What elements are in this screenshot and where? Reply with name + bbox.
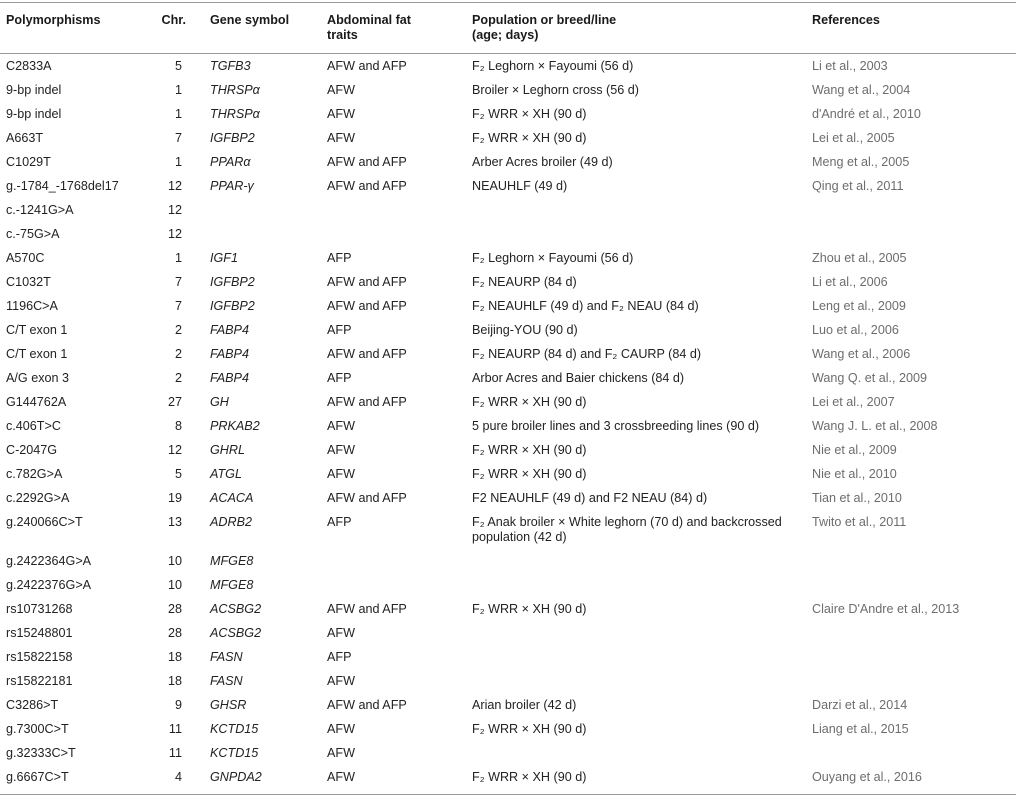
cell-chr: 28 bbox=[167, 626, 182, 640]
cell-polymorphism: C3286>T bbox=[6, 698, 59, 712]
cell-population: Arber Acres broiler (49 d) bbox=[472, 155, 613, 169]
cell-chr: 7 bbox=[174, 131, 182, 145]
cell-reference: Claire D'Andre et al., 2013 bbox=[812, 602, 960, 616]
cell-gene-symbol: THRSPα bbox=[210, 107, 260, 121]
cell-population: F₂ WRR × XH (90 d) bbox=[472, 602, 587, 616]
cell-chr: 1 bbox=[174, 107, 182, 121]
cell-gene-symbol: IGFBP2 bbox=[210, 275, 255, 289]
cell-reference bbox=[806, 198, 1016, 222]
table-row bbox=[0, 510, 1016, 549]
cell-fat-trait: AFP bbox=[327, 323, 352, 337]
header-population: Population or breed/line (age; days) bbox=[472, 13, 617, 42]
cell-population bbox=[466, 669, 806, 693]
cell-polymorphism: 1196C>A bbox=[6, 299, 58, 313]
cell-fat-trait: AFW bbox=[327, 770, 355, 784]
header-gene-symbol: Gene symbol bbox=[210, 13, 290, 27]
cell-gene-symbol: PPARα bbox=[210, 155, 251, 169]
table-row bbox=[0, 246, 1016, 270]
cell-reference: Qing et al., 2011 bbox=[812, 179, 904, 193]
cell-polymorphism: g.-1784_-1768del17 bbox=[6, 179, 119, 193]
cell-gene-symbol: IGFBP2 bbox=[210, 131, 255, 145]
cell-population: F₂ WRR × XH (90 d) bbox=[472, 443, 587, 457]
cell-gene-symbol: ATGL bbox=[210, 467, 242, 481]
cell-chr: 18 bbox=[167, 650, 182, 664]
cell-reference: Wang et al., 2006 bbox=[812, 347, 911, 361]
cell-fat-trait: AFW bbox=[327, 722, 355, 736]
cell-gene-symbol: KCTD15 bbox=[210, 746, 259, 760]
cell-polymorphism: C/T exon 1 bbox=[6, 347, 68, 361]
cell-fat-trait bbox=[321, 573, 466, 597]
cell-population: F₂ WRR × XH (90 d) bbox=[472, 722, 587, 736]
cell-population: Beijing-YOU (90 d) bbox=[472, 323, 578, 337]
header-references: References bbox=[812, 13, 880, 27]
cell-polymorphism: g.32333C>T bbox=[6, 746, 76, 760]
cell-reference: Ouyang et al., 2016 bbox=[812, 770, 922, 784]
cell-reference bbox=[806, 645, 1016, 669]
cell-reference: Zhou et al., 2005 bbox=[812, 251, 907, 265]
cell-polymorphism: C/T exon 1 bbox=[6, 323, 68, 337]
table-body bbox=[0, 54, 1016, 795]
cell-population: Arian broiler (42 d) bbox=[472, 698, 577, 712]
cell-polymorphism: c.-75G>A bbox=[6, 227, 60, 241]
cell-polymorphism: A570C bbox=[6, 251, 45, 265]
cell-gene-symbol: FABP4 bbox=[210, 371, 249, 385]
cell-polymorphism: C2833A bbox=[6, 59, 52, 73]
table-header bbox=[0, 3, 1016, 54]
cell-reference bbox=[806, 669, 1016, 693]
cell-reference: Liang et al., 2015 bbox=[812, 722, 909, 736]
cell-fat-trait: AFW and AFP bbox=[327, 275, 407, 289]
cell-population: Broiler × Leghorn cross (56 d) bbox=[472, 83, 639, 97]
cell-fat-trait: AFW and AFP bbox=[327, 299, 407, 313]
table-row bbox=[0, 765, 1016, 795]
cell-polymorphism: C-2047G bbox=[6, 443, 58, 457]
table-row bbox=[0, 198, 1016, 222]
cell-fat-trait: AFW bbox=[327, 674, 355, 688]
table-row bbox=[0, 294, 1016, 318]
cell-population: Arbor Acres and Baier chickens (84 d) bbox=[472, 371, 685, 385]
cell-chr: 12 bbox=[167, 227, 182, 241]
cell-polymorphism: 9-bp indel bbox=[6, 107, 62, 121]
cell-fat-trait: AFP bbox=[327, 251, 352, 265]
cell-reference bbox=[806, 741, 1016, 765]
cell-polymorphism: C1029T bbox=[6, 155, 51, 169]
cell-chr: 11 bbox=[168, 746, 182, 760]
cell-gene-symbol: KCTD15 bbox=[210, 722, 259, 736]
cell-fat-trait: AFW and AFP bbox=[327, 347, 407, 361]
table-row bbox=[0, 741, 1016, 765]
cell-reference: Wang Q. et al., 2009 bbox=[812, 371, 928, 385]
cell-gene-symbol: FASN bbox=[210, 674, 243, 688]
cell-chr: 12 bbox=[167, 443, 182, 457]
cell-chr: 19 bbox=[167, 491, 182, 505]
cell-gene-symbol: MFGE8 bbox=[210, 554, 254, 568]
cell-chr: 18 bbox=[167, 674, 182, 688]
table-row bbox=[0, 174, 1016, 198]
cell-fat-trait: AFW and AFP bbox=[327, 602, 407, 616]
cell-chr: 7 bbox=[174, 275, 182, 289]
cell-fat-trait: AFW bbox=[327, 467, 355, 481]
cell-gene-symbol: GHSR bbox=[210, 698, 247, 712]
cell-polymorphism: g.7300C>T bbox=[6, 722, 69, 736]
cell-chr: 8 bbox=[174, 419, 182, 433]
cell-reference: d'André et al., 2010 bbox=[812, 107, 921, 121]
cell-chr: 13 bbox=[167, 515, 182, 529]
cell-chr: 10 bbox=[167, 578, 182, 592]
cell-polymorphism: c.406T>C bbox=[6, 419, 61, 433]
cell-reference bbox=[806, 621, 1016, 645]
header-chr: Chr. bbox=[161, 13, 186, 27]
cell-polymorphism: c.782G>A bbox=[6, 467, 63, 481]
cell-chr: 5 bbox=[174, 59, 182, 73]
cell-polymorphism: 9-bp indel bbox=[6, 83, 62, 97]
cell-polymorphism: c.-1241G>A bbox=[6, 203, 74, 217]
cell-reference: Lei et al., 2007 bbox=[812, 395, 895, 409]
cell-polymorphism: C1032T bbox=[6, 275, 51, 289]
cell-population: F₂ Leghorn × Fayoumi (56 d) bbox=[472, 251, 634, 265]
cell-chr: 2 bbox=[174, 371, 182, 385]
cell-polymorphism: A663T bbox=[6, 131, 44, 145]
cell-polymorphism: g.2422376G>A bbox=[6, 578, 92, 592]
table-row bbox=[0, 597, 1016, 621]
cell-reference: Wang et al., 2004 bbox=[812, 83, 911, 97]
cell-polymorphism: g.6667C>T bbox=[6, 770, 69, 784]
table-row bbox=[0, 486, 1016, 510]
cell-population: F₂ NEAUHLF (49 d) and F₂ NEAU (84 d) bbox=[472, 299, 699, 313]
table-row bbox=[0, 645, 1016, 669]
header-polymorphisms: Polymorphisms bbox=[6, 13, 101, 27]
cell-gene-symbol: PRKAB2 bbox=[210, 419, 260, 433]
cell-reference bbox=[806, 222, 1016, 246]
cell-gene-symbol: GH bbox=[210, 395, 229, 409]
cell-polymorphism: rs15822158 bbox=[6, 650, 73, 664]
cell-chr: 10 bbox=[167, 554, 182, 568]
cell-chr: 28 bbox=[167, 602, 182, 616]
cell-population bbox=[466, 645, 806, 669]
table-row bbox=[0, 342, 1016, 366]
cell-population bbox=[466, 573, 806, 597]
cell-population bbox=[466, 549, 806, 573]
cell-population: F₂ NEAURP (84 d) bbox=[472, 275, 577, 289]
cell-chr: 1 bbox=[174, 155, 182, 169]
cell-reference bbox=[806, 549, 1016, 573]
cell-chr: 1 bbox=[174, 83, 182, 97]
table-row bbox=[0, 54, 1016, 79]
cell-population: 5 pure broiler lines and 3 crossbreeding lines (90 d) bbox=[472, 419, 760, 433]
cell-chr: 7 bbox=[174, 299, 182, 313]
cell-reference: Leng et al., 2009 bbox=[812, 299, 906, 313]
cell-population bbox=[466, 198, 806, 222]
cell-population: F₂ WRR × XH (90 d) bbox=[472, 467, 587, 481]
cell-reference: Luo et al., 2006 bbox=[812, 323, 899, 337]
cell-fat-trait: AFW and AFP bbox=[327, 698, 407, 712]
cell-polymorphism: rs10731268 bbox=[6, 602, 73, 616]
cell-population bbox=[466, 222, 806, 246]
table-row bbox=[0, 150, 1016, 174]
cell-polymorphism: rs15822181 bbox=[6, 674, 73, 688]
cell-gene-symbol bbox=[204, 198, 321, 222]
cell-gene-symbol: TGFB3 bbox=[210, 59, 251, 73]
cell-fat-trait: AFW bbox=[327, 443, 355, 457]
cell-population: NEAUHLF (49 d) bbox=[472, 179, 568, 193]
cell-population: F2 NEAUHLF (49 d) and F2 NEAU (84) d) bbox=[472, 491, 708, 505]
cell-gene-symbol: ACSBG2 bbox=[210, 602, 262, 616]
cell-chr: 12 bbox=[167, 179, 182, 193]
cell-fat-trait: AFW bbox=[327, 83, 355, 97]
cell-chr: 2 bbox=[174, 323, 182, 337]
cell-reference: Wang J. L. et al., 2008 bbox=[812, 419, 938, 433]
cell-population: F₂ NEAURP (84 d) and F₂ CAURP (84 d) bbox=[472, 347, 702, 361]
table-row bbox=[0, 222, 1016, 246]
cell-fat-trait: AFW bbox=[327, 419, 355, 433]
cell-population bbox=[466, 621, 806, 645]
cell-chr: 12 bbox=[167, 203, 182, 217]
table-row bbox=[0, 669, 1016, 693]
cell-fat-trait bbox=[321, 222, 466, 246]
cell-fat-trait: AFW bbox=[327, 131, 355, 145]
table-row bbox=[0, 390, 1016, 414]
table-row bbox=[0, 621, 1016, 645]
cell-reference: Twito et al., 2011 bbox=[812, 515, 907, 529]
header-abdominal-fat-traits: Abdominal fat traits bbox=[327, 13, 411, 42]
cell-population bbox=[466, 741, 806, 765]
cell-gene-symbol: ACSBG2 bbox=[210, 626, 262, 640]
cell-fat-trait bbox=[321, 198, 466, 222]
cell-population: F₂ WRR × XH (90 d) bbox=[472, 131, 587, 145]
header-row bbox=[0, 3, 1016, 54]
cell-fat-trait: AFW and AFP bbox=[327, 155, 407, 169]
cell-gene-symbol: ACACA bbox=[210, 491, 254, 505]
cell-chr: 5 bbox=[174, 467, 182, 481]
cell-reference: Li et al., 2003 bbox=[812, 59, 888, 73]
cell-polymorphism: A/G exon 3 bbox=[6, 371, 70, 385]
cell-population: F₂ WRR × XH (90 d) bbox=[472, 395, 587, 409]
cell-gene-symbol: FABP4 bbox=[210, 323, 249, 337]
cell-fat-trait: AFW and AFP bbox=[327, 59, 407, 73]
cell-gene-symbol bbox=[204, 222, 321, 246]
table-row bbox=[0, 462, 1016, 486]
cell-chr: 27 bbox=[167, 395, 182, 409]
polymorphism-table bbox=[0, 2, 1016, 795]
cell-gene-symbol: IGFBP2 bbox=[210, 299, 255, 313]
cell-chr: 9 bbox=[174, 698, 182, 712]
cell-gene-symbol: IGF1 bbox=[210, 251, 238, 265]
cell-population: F₂ Leghorn × Fayoumi (56 d) bbox=[472, 59, 634, 73]
cell-population: F₂ WRR × XH (90 d) bbox=[472, 770, 587, 784]
cell-gene-symbol: GNPDA2 bbox=[210, 770, 262, 784]
cell-reference: Nie et al., 2010 bbox=[812, 467, 897, 481]
table-row bbox=[0, 366, 1016, 390]
cell-chr: 1 bbox=[174, 251, 182, 265]
cell-fat-trait: AFP bbox=[327, 650, 352, 664]
cell-reference bbox=[806, 573, 1016, 597]
cell-population: F₂ Anak broiler × White leghorn (70 d) and backcrossed population (42 d) bbox=[472, 515, 782, 544]
table-row bbox=[0, 693, 1016, 717]
cell-reference: Tian et al., 2010 bbox=[812, 491, 902, 505]
cell-gene-symbol: THRSPα bbox=[210, 83, 260, 97]
cell-fat-trait: AFW and AFP bbox=[327, 395, 407, 409]
cell-fat-trait: AFW bbox=[327, 107, 355, 121]
table-row bbox=[0, 414, 1016, 438]
table-row bbox=[0, 573, 1016, 597]
cell-polymorphism: rs15248801 bbox=[6, 626, 73, 640]
cell-chr: 2 bbox=[174, 347, 182, 361]
cell-reference: Lei et al., 2005 bbox=[812, 131, 895, 145]
table-row bbox=[0, 438, 1016, 462]
cell-population: F₂ WRR × XH (90 d) bbox=[472, 107, 587, 121]
cell-polymorphism: g.240066C>T bbox=[6, 515, 83, 529]
table-row bbox=[0, 717, 1016, 741]
cell-gene-symbol: FABP4 bbox=[210, 347, 249, 361]
cell-gene-symbol: PPAR-γ bbox=[210, 179, 254, 193]
cell-fat-trait bbox=[321, 549, 466, 573]
cell-chr: 11 bbox=[168, 722, 182, 736]
cell-fat-trait: AFP bbox=[327, 515, 352, 529]
cell-polymorphism: G144762A bbox=[6, 395, 67, 409]
table-row bbox=[0, 549, 1016, 573]
cell-fat-trait: AFP bbox=[327, 371, 352, 385]
cell-chr: 4 bbox=[174, 770, 182, 784]
table-row bbox=[0, 126, 1016, 150]
cell-reference: Meng et al., 2005 bbox=[812, 155, 910, 169]
cell-fat-trait: AFW bbox=[327, 746, 355, 760]
cell-fat-trait: AFW bbox=[327, 626, 355, 640]
cell-fat-trait: AFW and AFP bbox=[327, 491, 407, 505]
cell-reference: Darzi et al., 2014 bbox=[812, 698, 908, 712]
table-row bbox=[0, 270, 1016, 294]
cell-reference: Nie et al., 2009 bbox=[812, 443, 897, 457]
cell-polymorphism: c.2292G>A bbox=[6, 491, 70, 505]
cell-gene-symbol: ADRB2 bbox=[210, 515, 252, 529]
cell-fat-trait: AFW and AFP bbox=[327, 179, 407, 193]
table-row bbox=[0, 102, 1016, 126]
cell-polymorphism: g.2422364G>A bbox=[6, 554, 92, 568]
cell-gene-symbol: GHRL bbox=[210, 443, 245, 457]
cell-gene-symbol: FASN bbox=[210, 650, 243, 664]
table-row bbox=[0, 78, 1016, 102]
cell-reference: Li et al., 2006 bbox=[812, 275, 888, 289]
table-row bbox=[0, 318, 1016, 342]
cell-gene-symbol: MFGE8 bbox=[210, 578, 254, 592]
